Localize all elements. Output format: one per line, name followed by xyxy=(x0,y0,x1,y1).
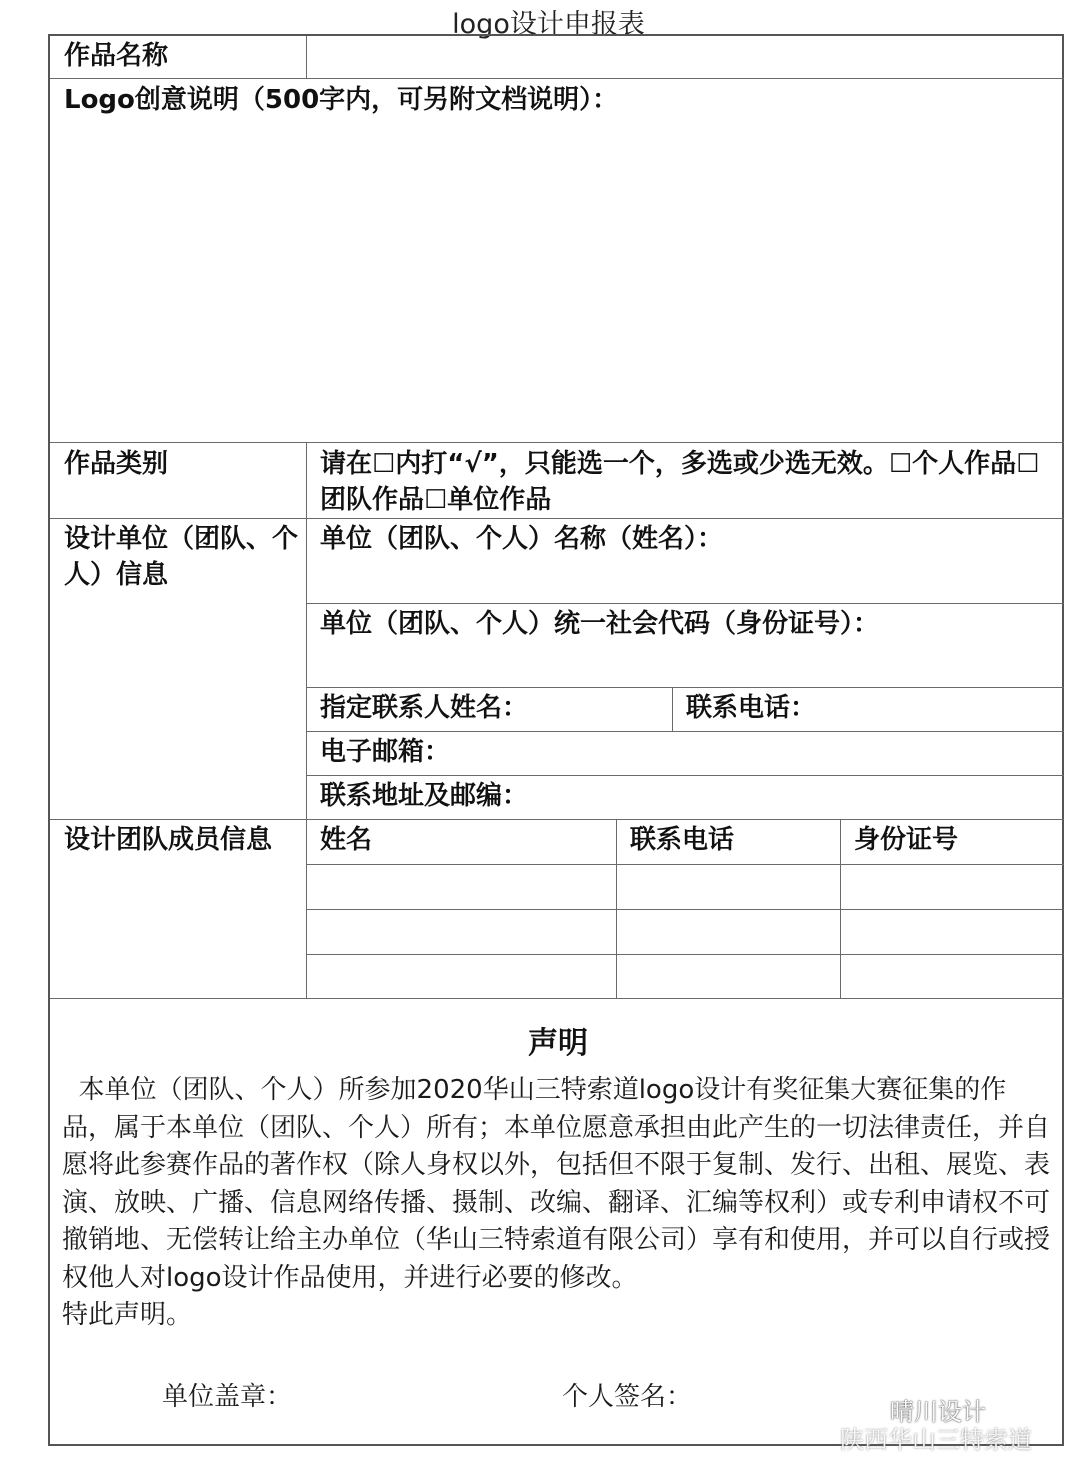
team-row-1-id[interactable] xyxy=(842,866,1062,908)
team-row-2-id[interactable] xyxy=(842,911,1062,953)
category-label: 作品类别 xyxy=(64,449,169,479)
watermark-line2: 陕西华山三特索道 xyxy=(840,1426,1032,1454)
column-divider xyxy=(306,442,307,998)
team-row-3-phone[interactable] xyxy=(618,956,838,996)
row-divider xyxy=(306,864,1064,865)
team-row-1-name[interactable] xyxy=(308,866,614,908)
unit-seal-label: 单位盖章： xyxy=(162,1382,293,1412)
work-name-field[interactable] xyxy=(318,38,1058,76)
team-row-3-id[interactable] xyxy=(842,956,1062,996)
wechat-logo-icon xyxy=(860,1394,886,1416)
row-divider xyxy=(50,442,1064,443)
team-info-label: 设计团队成员信息 xyxy=(64,825,273,855)
column-divider xyxy=(672,687,673,731)
address-label: 联系地址及邮编： xyxy=(320,781,529,811)
statement-body xyxy=(62,1072,1052,1335)
contact-phone-label: 联系电话： xyxy=(686,693,817,723)
row-divider xyxy=(306,687,1064,688)
row-divider xyxy=(50,518,1064,519)
row-divider xyxy=(306,731,1064,732)
unit-code-label: 单位（团队、个人）统一社会代码（身份证号）： xyxy=(320,609,880,639)
email-label: 电子邮箱： xyxy=(320,737,451,767)
row-divider xyxy=(306,775,1064,776)
page-title: logo设计申报表 xyxy=(452,9,645,40)
team-row-2-name[interactable] xyxy=(308,911,614,953)
category-instructions: 请在☐内打“√”，只能选一个，多选或少选无效。☐个人作品☐团队作品☐单位作品 xyxy=(320,449,1040,515)
watermark xyxy=(800,1390,1075,1454)
column-divider xyxy=(616,819,617,998)
row-divider xyxy=(50,78,1064,79)
statement-text: 本单位（团队、个人）所参加2020华山三特索道logo设计有奖征集大赛征集的作品，属于本单位（团队、个人）所有；本单位愿意承担由此产生的一切法律责任，并自愿将此参赛作品的著作权（除人身权以外，包括但不限于复制、发行、出租、展览、表演、放映、广播、信息网络传播、摄制、改编、翻译、汇编等权利）或专利申请权不可撤销地、无偿转让给主办单位（华山三特索道有限公司）享有和使用，并可以自行或授权他人对logo设计作品使用，并进行必要的修改。 xyxy=(62,1075,1051,1293)
row-divider xyxy=(306,909,1064,910)
watermark-line1: 晴川设计 xyxy=(890,1398,986,1426)
team-row-2-phone[interactable] xyxy=(618,911,838,953)
contact-name-label: 指定联系人姓名： xyxy=(320,693,529,723)
personal-signature-label: 个人签名： xyxy=(562,1382,693,1412)
row-divider xyxy=(306,954,1064,955)
team-header-id: 身份证号 xyxy=(854,825,959,855)
statement-closing: 特此声明。 xyxy=(62,1300,193,1330)
work-name-label: 作品名称 xyxy=(64,41,169,71)
row-divider xyxy=(306,603,1064,604)
creative-description-field[interactable] xyxy=(60,120,1056,438)
column-divider xyxy=(840,819,841,998)
row-divider xyxy=(50,819,1064,820)
row-divider xyxy=(50,998,1064,999)
creative-description-label: Logo创意说明（500字内，可另附文档说明）： xyxy=(64,85,619,115)
application-form xyxy=(48,34,1064,1446)
team-row-1-phone[interactable] xyxy=(618,866,838,908)
design-unit-label: 设计单位（团队、个人）信息 xyxy=(64,524,299,590)
column-divider xyxy=(306,36,307,78)
team-header-phone: 联系电话 xyxy=(630,825,735,855)
team-row-3-name[interactable] xyxy=(308,956,614,996)
unit-name-label: 单位（团队、个人）名称（姓名）： xyxy=(320,524,724,554)
team-header-name: 姓名 xyxy=(320,825,373,855)
statement-title: 声明 xyxy=(528,1026,588,1061)
weibo-logo-icon xyxy=(800,1402,840,1436)
